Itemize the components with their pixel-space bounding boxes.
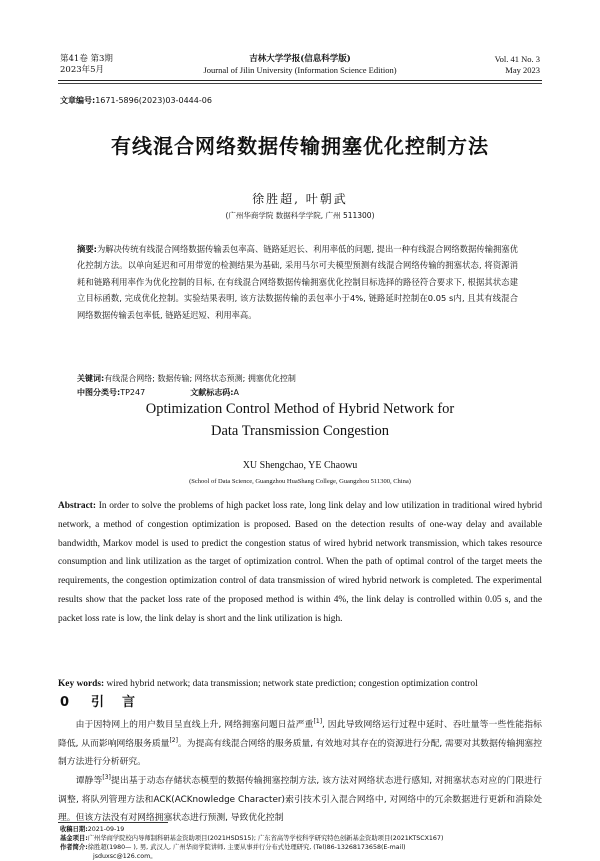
body-paragraph-2 bbox=[58, 772, 542, 828]
footnote-received bbox=[60, 825, 542, 834]
title-en bbox=[40, 398, 560, 442]
received-value: 2021-09-19 bbox=[87, 826, 125, 833]
section-heading bbox=[60, 691, 153, 710]
abstract-cn-label: 摘要: bbox=[77, 244, 97, 254]
header-rule bbox=[58, 80, 542, 81]
abstract-en bbox=[58, 497, 542, 629]
header-right bbox=[495, 54, 540, 76]
title-en-line1: Optimization Control Method of Hybrid Network for bbox=[145, 401, 455, 417]
section-title: 引言 bbox=[91, 695, 154, 710]
clc-value: TP247 bbox=[120, 388, 146, 397]
keywords-en bbox=[58, 677, 542, 691]
affiliation-en: (School of Data Science, Guangzhou HuaShang College, Guangzhou 511300, China) bbox=[189, 478, 411, 485]
citation-2: [2] bbox=[169, 736, 178, 744]
citation-1: [1] bbox=[313, 718, 323, 726]
article-number-value: 1671-5896(2023)03-0444-06 bbox=[95, 96, 212, 105]
title-cn: 有线混合网络数据传输拥塞优化控制方法 bbox=[111, 134, 489, 158]
volume-issue: 第41卷 第3期 bbox=[60, 54, 113, 64]
fund-label: 基金项目: bbox=[60, 835, 88, 842]
clc-label: 中图分类号: bbox=[77, 388, 121, 397]
journal-name-cn: 吉林大学学报(信息科学版) bbox=[249, 54, 351, 64]
abstract-en-label: Abstract: bbox=[58, 501, 97, 511]
fund-value: 广州华商学院校内导师制科研基金资助项目(2021HSDS15); 广东省高等学校科学研究特色创新基金资助项目(2021KTSCX167) bbox=[87, 835, 444, 842]
footnote-author bbox=[60, 843, 542, 852]
keywords-en-text: wired hybrid network; data transmission; network state prediction; congestion optimization control bbox=[106, 679, 478, 689]
header-center bbox=[180, 54, 420, 76]
author-value: 徐胜超(1980— ), 男, 武汉人, 广州华商学院讲师, 主要从事并行分布式处理研究, (Tel)86-13268173658(E-mail) bbox=[87, 844, 406, 851]
abstract-en-text: In order to solve the problems of high packet loss rate, long link delay and low utilization in traditional wired hybrid network, a method of congestion optimization is proposed. Based on the detection results of one-way delay and available bandwidth, Markov model is used to predict the congestion status of wired hybrid network transmission, which takes resource consumption and link utilization as the target of optimization control. When the path of optimal control of the target meets the requirements, the congestion optimization control of data transmission of wired hybrid network is completed. The experimental results show that the packet loss rate of the proposed method is within 4%, the link delay is controlled within 0.05 s, and the packet loss rate is low, the link delay is short and the link utilization is high. bbox=[58, 501, 543, 624]
header-left bbox=[60, 54, 113, 76]
footnote-author-email: jsduxsc@126.com。 bbox=[93, 853, 157, 860]
section-number: 0 bbox=[60, 695, 70, 710]
authors-en: XU Shengchao, YE Chaowu bbox=[242, 460, 358, 471]
authors-cn: 徐胜超, 叶朝武 bbox=[252, 192, 348, 206]
keywords-cn-text: 有线混合网络; 数据传输; 网络状态预测; 拥塞优化控制 bbox=[104, 374, 296, 383]
doc-code-value: A bbox=[233, 388, 239, 397]
article-number-label: 文章编号: bbox=[60, 96, 96, 105]
p2-text-b: 提出基于动态存储状态模型的数据传输拥塞控制方法, 该方法对网络状态进行感知, 对拥塞状态对应的门限进行调整, 将队列管理方法和ACK(ACKnowledge Character)索引技术引入混合网络中, 对网络中的冗余数据进行更新和消除处理。但该方法没有对网络拥塞状态进行预测, 导致优化控制 bbox=[58, 776, 542, 823]
publication-date-en: May 2023 bbox=[505, 65, 540, 75]
p1-text-b: , 因此导致网络运行过程中延时、吞吐量等一些性能指标降低, 从而影响网络服务质量 bbox=[58, 720, 542, 749]
abstract-cn bbox=[77, 241, 518, 323]
keywords-cn-label: 关键词: bbox=[77, 374, 105, 383]
citation-3: [3] bbox=[102, 774, 111, 782]
publication-date-cn: 2023年5月 bbox=[60, 65, 105, 75]
p1-text-c: 。为提高有线混合网络的服务质量, 有效地对其存在的资源进行分配, 需要对其数据传输拥塞控制方法进行分析研究。 bbox=[58, 738, 542, 767]
title-en-line2: Data Transmission Congestion bbox=[210, 423, 390, 439]
article-number bbox=[60, 95, 212, 106]
received-label: 收稿日期: bbox=[60, 826, 88, 833]
keywords-en-label: Key words: bbox=[58, 679, 105, 689]
footnote-rule bbox=[58, 822, 168, 823]
p2-text-a: 谭静等 bbox=[75, 776, 103, 786]
footnote-fund bbox=[60, 834, 542, 843]
body-paragraph-1 bbox=[58, 716, 542, 772]
header-rule-thin bbox=[58, 83, 542, 84]
author-label: 作者简介: bbox=[60, 844, 88, 851]
volume-issue-en: Vol. 41 No. 3 bbox=[494, 54, 540, 64]
p1-text-a: 由于因特网上的用户数目呈直线上升, 网络拥塞问题日益严重 bbox=[75, 720, 314, 730]
affiliation-cn: (广州华商学院 数据科学学院, 广州 511300) bbox=[225, 211, 375, 220]
abstract-cn-text: 为解决传统有线混合网络数据传输丢包率高、链路延迟长、利用率低的问题, 提出一种有线混合网络数据传输拥塞优化控制方法。以单向延迟和可用带宽的检测结果为基础, 采用马尔可夫模型预测有线混合网络传输的拥塞状态, 将资源消耗和链路利用率作为优化控制的目标, 在有线混合网络数据传输拥塞优化控制目标选择的路径符合要求下, 根据其状态建立目标函数, 完成优化控制。实验结果表明, 该方法数据传输的丢包率小于4%, 链路延时控制在0.05 s内, 且其有线混合网络数据传输丢包率低, 链路延迟短、利用率高。 bbox=[77, 244, 518, 320]
journal-name-en: Journal of Jilin University (Information Science Edition) bbox=[203, 65, 397, 75]
doc-code-label: 文献标志码: bbox=[190, 388, 234, 397]
keywords-cn bbox=[77, 372, 518, 385]
